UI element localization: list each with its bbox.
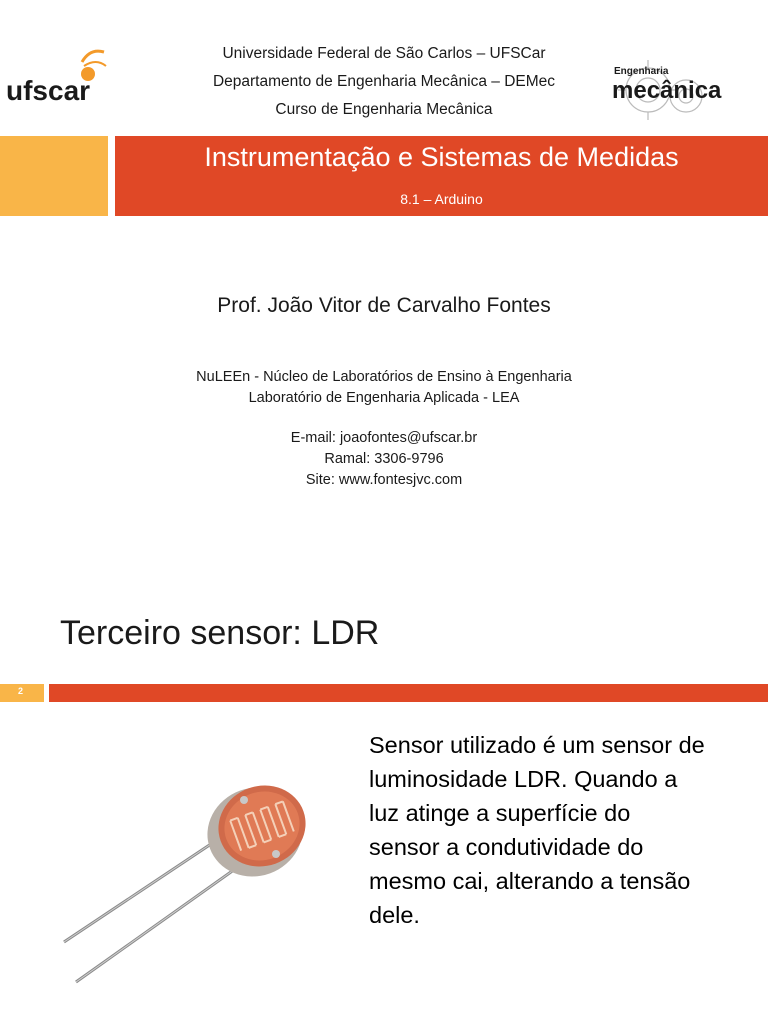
contact-site: Site: www.fontesjvc.com: [305, 472, 463, 488]
slide-number: 2: [18, 686, 24, 696]
description-line: sensor a condutividade do: [369, 834, 644, 860]
lab-info: [0, 367, 768, 409]
slide-title: Terceiro sensor: LDR: [60, 614, 380, 652]
contact-phone: Ramal: 3306-9796: [324, 451, 444, 467]
ufscar-logo: [4, 44, 108, 120]
title-accent-square: [0, 136, 108, 216]
sensor-description: [369, 728, 729, 932]
ldr-sensor-image: [50, 770, 350, 990]
lab-line-nuleen: NuLEEn - Núcleo de Laboratórios de Ensino à Engenharia: [196, 369, 572, 385]
professor-name: Prof. João Vitor de Carvalho Fontes: [217, 294, 551, 317]
lab-line-lea: Laboratório de Engenharia Aplicada - LEA: [248, 390, 520, 406]
description-line: luminosidade LDR. Quando a: [369, 766, 678, 792]
header-department: Departamento de Engenharia Mecânica – DEMec: [212, 73, 556, 90]
description-line: mesmo cai, alterando a tensão: [369, 868, 691, 894]
logo-engenharia-text: Engenharia: [614, 66, 669, 77]
engenharia-mecanica-logo: [608, 50, 728, 122]
title-band: [115, 136, 768, 216]
course-title: Instrumentação e Sistemas de Medidas: [204, 142, 679, 172]
contact-email: E-mail: joaofontes@ufscar.br: [290, 430, 478, 446]
ufscar-logo-text: ufscar: [6, 75, 91, 106]
slide-number-box: [0, 684, 44, 702]
course-subtitle: 8.1 – Arduino: [400, 191, 483, 207]
logo-mecanica-text: mecânica: [612, 77, 722, 104]
contact-info: [0, 428, 768, 491]
institution-header: [120, 40, 648, 124]
description-line: Sensor utilizado é um sensor de: [369, 732, 705, 758]
slide-title-bar: [49, 684, 768, 702]
description-line: dele.: [369, 902, 420, 928]
header-university: Universidade Federal de São Carlos – UFSCar: [222, 45, 546, 62]
description-line: luz atinge a superfície do: [369, 800, 631, 826]
header-course: Curso de Engenharia Mecânica: [275, 101, 493, 118]
